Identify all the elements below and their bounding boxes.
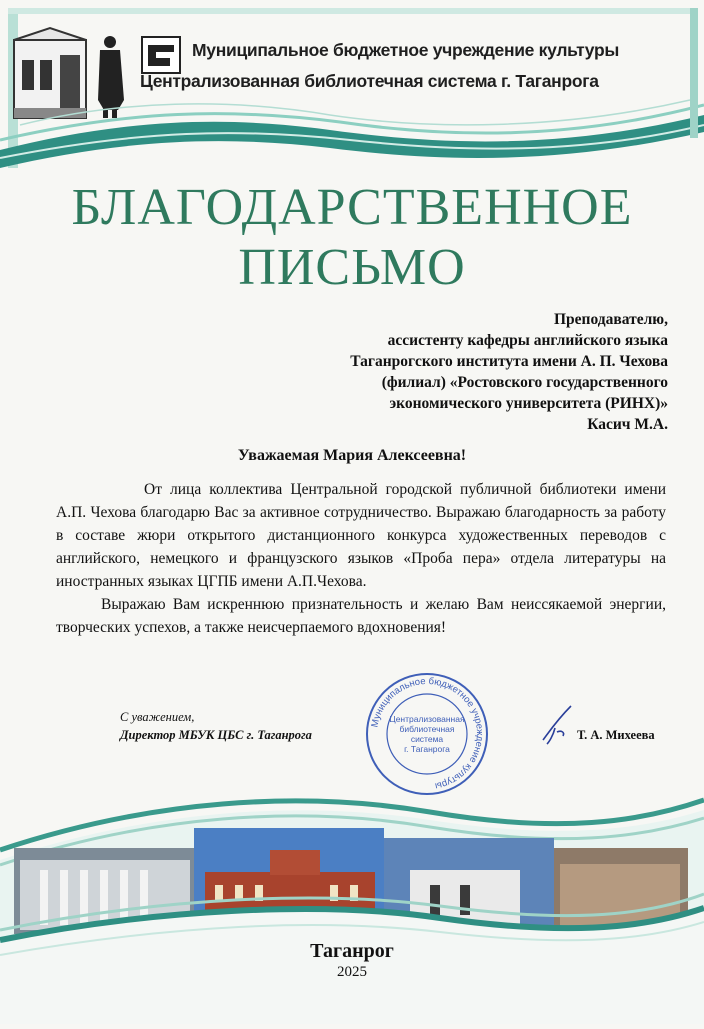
body-paragraph-1: От лица коллектива Центральной городской публичной библиотеки имени А.П. Чехова благодарю Вас за активное сотрудничество. Выражаю благодарность за работу в составе жюри открытого дистанционного конкурса художественных переводов с английского, немецкого и французского языков «Проба пера» отдела литературы на иностранных языках ЦГПБ имени А.П.Чехова. [56,481,666,590]
footer-banner [0,790,704,1024]
letter-body [56,478,666,639]
year: 2025 [337,964,367,980]
chekhov-statue-icon [98,36,124,118]
official-stamp [363,670,491,798]
greeting: Уважаемая Мария Алексеевна! [237,447,467,464]
addressee-block [350,309,668,435]
document-title-line2: ПИСЬМО [238,239,466,296]
addressee-line: Таганрогского института имени А. П. Чехова [350,353,668,370]
city-name: Таганрог [310,940,394,962]
stamp-inner-line: Централизованная [389,714,465,724]
body-paragraph-2: Выражаю Вам искреннюю признательность и желаю Вам неиссякаемой энергии, творческих успехов, а также неисчерпаемого вдохновения! [56,596,666,636]
addressee-line: ассистенту кафедры английского языка [387,332,668,349]
header-banner [0,0,704,175]
stamp-inner-line: библиотечная [399,724,455,734]
document-title-line1: БЛАГОДАРСТВЕННОЕ [71,179,633,236]
stamp-inner-line: г. Таганрога [404,744,450,754]
addressee-line: Преподавателю, [553,311,668,328]
addressee-line: экономического университета (РИНХ)» [389,395,668,412]
footer-decoration [0,790,704,1024]
handwritten-signature [535,702,580,747]
addressee-line: (филиал) «Ростовского государственного [381,374,668,391]
signer-name: Т. А. Михеева [577,728,655,742]
stamp-outer-text: Муниципальное бюджетное учреждение культуры [369,675,486,792]
closing-regards: С уважением, [120,710,195,724]
chekhov-library-building-icon [14,28,86,118]
library-logo-icon [142,37,180,73]
director-title: Директор МБУК ЦБС г. Таганрога [120,728,312,742]
addressee-line: Касич М.А. [587,416,668,433]
stamp-inner-line: система [410,734,444,744]
org-name-line2: Централизованная библиотечная система г. Таганрога [140,71,599,91]
org-name-line1: Муниципальное бюджетное учреждение культуры [192,40,620,60]
